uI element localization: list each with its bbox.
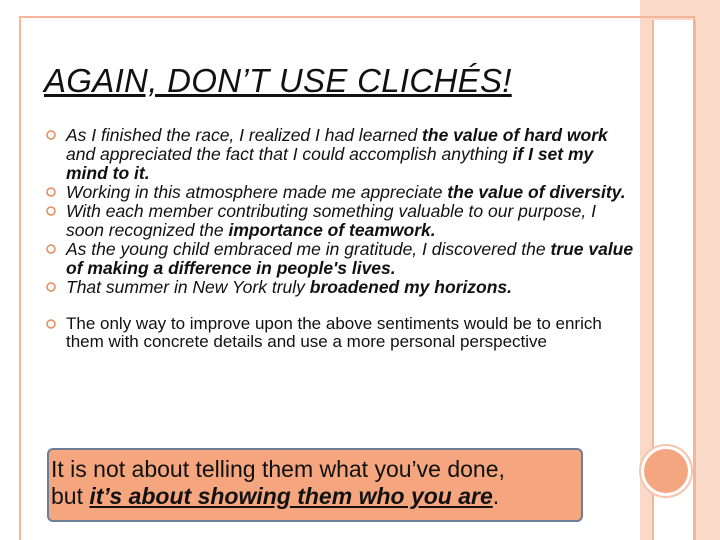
cliche-examples: [46, 126, 636, 297]
slide-title: AGAIN, DON’T USE CLICHÉS!: [44, 62, 512, 99]
summary-item: [46, 315, 636, 351]
left-margin: [0, 0, 19, 540]
bullet-item: [46, 202, 636, 240]
bullet-emphasis: if I set my mind to it.: [66, 144, 594, 183]
bullet-emphasis: broadened my horizons.: [309, 277, 513, 297]
callout-line-2: [51, 483, 581, 510]
bullet-text: and appreciated the fact that I could accomplish anything: [66, 144, 513, 164]
circle-bullet-icon: [46, 130, 56, 140]
bullet-item: [46, 126, 636, 183]
bullet-item: [46, 183, 636, 202]
bullet-text: That summer in New York truly: [66, 277, 310, 297]
circle-bullet-icon: [46, 206, 56, 216]
circle-bullet-icon: [46, 282, 56, 292]
decorative-circle-icon: [641, 446, 691, 496]
callout-box: [47, 448, 583, 522]
bullet-text: With each member contributing something valuable to our purpose, I soon recognized the: [66, 201, 596, 240]
bullet-item: [46, 278, 636, 297]
bullet-text: Working in this atmosphere made me appreciate: [66, 182, 448, 202]
bullet-list: [46, 126, 636, 351]
bullet-text: As the young child embraced me in gratitude, I discovered the: [66, 239, 551, 259]
callout-line-2-suffix: .: [492, 483, 500, 509]
circle-bullet-icon: [46, 244, 56, 254]
callout-line-1: It is not about telling them what you’ve done,: [51, 456, 505, 482]
circle-bullet-icon: [46, 319, 56, 329]
callout-line-2-prefix: but: [51, 483, 90, 509]
bullet-item: [46, 240, 636, 278]
bullet-emphasis: importance of teamwork.: [228, 220, 436, 240]
summary-text: The only way to improve upon the above sentiments would be to enrich them with concrete details and use a more personal perspective: [66, 314, 602, 351]
bullet-emphasis: the value of hard work: [422, 125, 608, 145]
circle-bullet-icon: [46, 187, 56, 197]
callout-emphasis: it’s about showing them who you are: [89, 483, 493, 509]
bullet-text: As I finished the race, I realized I had learned: [66, 125, 423, 145]
bullet-emphasis: the value of diversity.: [447, 182, 626, 202]
bullet-emphasis: true value of making a difference in people's lives.: [66, 239, 634, 278]
